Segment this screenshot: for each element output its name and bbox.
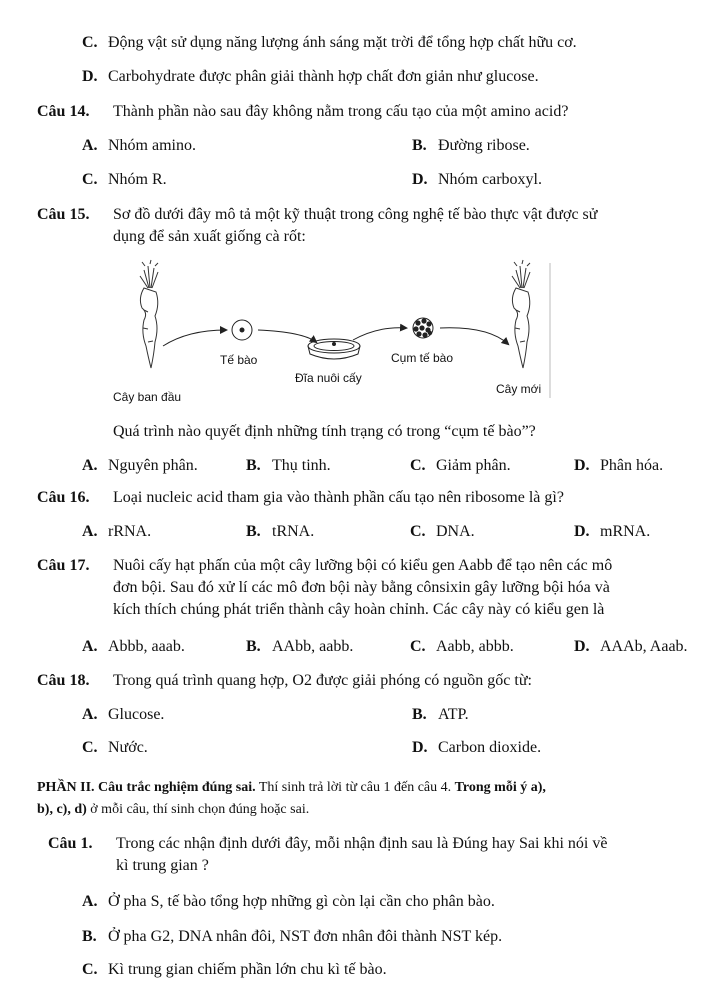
cell-cluster-icon xyxy=(413,318,433,338)
question-17: Câu 17. Nuôi cấy hạt phấn của một cây lưỡng bội có kiểu gen Aabb để tạo nên các mô đơn bội. Sau đó xử lí các mô đơn bội này bằng cônsixin gây lưỡng bội hóa và kích thích chúng phát triển thành cây hoàn chỉnh. Các cây này có kiểu gen là xyxy=(37,557,613,618)
p2q1-option-b: B. Ở pha G2, DNA nhân đôi, NST đơn nhân đôi thành NST kép. xyxy=(82,928,503,945)
q14-option-d: D. Nhóm carboxyl. xyxy=(412,171,542,188)
q15-option-d: D. Phân hóa. xyxy=(574,457,664,474)
q16-option-d: D. mRNA. xyxy=(574,523,651,540)
carrot-tissue-culture-diagram xyxy=(108,258,558,408)
q15-option-c: C. Giảm phân. xyxy=(410,457,511,474)
arrow-cluster-to-carrot xyxy=(440,328,508,344)
part-2-header: PHẦN II. Câu trắc nghiệm đúng sai. Thí sinh trả lời từ câu 1 đến câu 4. Trong mỗi ý a), xyxy=(37,780,546,795)
q16-option-c: C. DNA. xyxy=(410,523,475,540)
label-dish: Đĩa nuôi cấy xyxy=(295,371,362,385)
q17-option-b: B. AAbb, aabb. xyxy=(246,638,354,655)
q17-option-d: D. AAAb, Aaab. xyxy=(574,638,688,655)
p2q1-option-c: C. Kì trung gian chiếm phần lớn chu kì tế bào. xyxy=(82,961,387,978)
p2q1-option-a: A. Ở pha S, tế bào tổng hợp những gì còn lại cần cho phân bào. xyxy=(82,893,495,910)
label-new-plant: Cây mới xyxy=(496,382,542,396)
q14-option-b: B. Đường ribose. xyxy=(412,137,530,154)
carrot-original-icon xyxy=(140,260,158,368)
q18-option-c: C. Nước. xyxy=(82,739,148,756)
arrow-carrot-to-cell xyxy=(163,330,226,346)
q16-option-a: A. rRNA. xyxy=(82,523,152,540)
part2-question-1: Câu 1. Trong các nhận định dưới đây, mỗi nhận định sau là Đúng hay Sai khi nói về kì trung gian ? xyxy=(48,835,608,874)
q18-option-d: D. Carbon dioxide. xyxy=(412,739,542,756)
q14-option-a: A. Nhóm amino. xyxy=(82,137,196,154)
question-15: Câu 15. Sơ đồ dưới đây mô tả một kỹ thuật trong công nghệ tế bào thực vật được sử dụng để sản xuất giống cà rốt: xyxy=(37,206,598,245)
q18-option-b: B. ATP. xyxy=(412,706,469,723)
label-cluster: Cụm tế bào xyxy=(391,351,454,365)
q17-option-a: A. Abbb, aaab. xyxy=(82,638,185,655)
arrow-cell-to-dish xyxy=(258,330,316,342)
label-original-plant: Cây ban đầu xyxy=(113,390,182,404)
q14-option-c: C. Nhóm R. xyxy=(82,171,167,188)
option-d: D. Carbohydrate được phân giải thành hợp chất đơn giản như glucose. xyxy=(82,68,539,85)
arrow-dish-to-cluster xyxy=(353,328,406,340)
part-2-instructions: b), c), d) ở mỗi câu, thí sinh chọn đúng hoặc sai. xyxy=(37,802,310,817)
q16-option-b: B. tRNA. xyxy=(246,523,315,540)
q15-option-b: B. Thụ tinh. xyxy=(246,457,331,474)
carrot-new-icon xyxy=(512,260,530,368)
q17-option-c: C. Aabb, abbb. xyxy=(410,638,514,655)
label-cell: Tế bào xyxy=(220,353,258,367)
diagram-svg xyxy=(108,258,558,408)
option-c: C. Động vật sử dụng năng lượng ánh sáng mặt trời để tổng hợp chất hữu cơ. xyxy=(82,34,577,51)
q18-option-a: A. Glucose. xyxy=(82,706,165,723)
q15-option-a: A. Nguyên phân. xyxy=(82,457,198,474)
q15-question: Quá trình nào quyết định những tính trạng có trong “cụm tế bào”? xyxy=(113,423,536,440)
